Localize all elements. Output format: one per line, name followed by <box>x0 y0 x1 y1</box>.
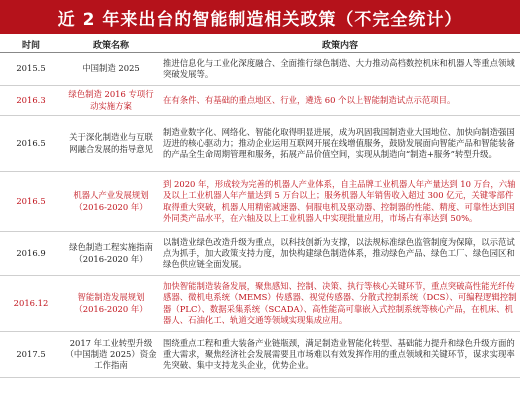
policy-table <box>0 36 520 378</box>
header-content: 政策内容 <box>160 36 520 53</box>
row-policy-name: 2017 年工业转型升级（中国制造 2025）资金工作指南 <box>62 332 160 378</box>
row-date: 2016.9 <box>0 232 62 276</box>
row-policy-name: 绿色制造 2016 专项行动实施方案 <box>62 86 160 116</box>
row-date: 2016.5 <box>0 116 62 172</box>
table-row <box>0 332 520 378</box>
header-name: 政策名称 <box>62 36 160 53</box>
row-policy-content: 围绕重点工程和重大装备产业链瓶颈，满足制造业智能化转型、基础能力提升和绿色升级方面的重大需求，聚焦经济社会发展需要且市场难以有效发挥作用的重点领域和关键环节，谋求实现率先突破、集中支持龙头企业，优势企业。 <box>160 332 520 378</box>
table-row <box>0 276 520 332</box>
table-header-row <box>0 36 520 53</box>
row-date: 2017.5 <box>0 332 62 378</box>
row-policy-name: 绿色制造工程实施指南（2016-2020 年） <box>62 232 160 276</box>
row-policy-content: 制造业数字化、网络化、智能化取得明显进展，成为巩固我国制造业大国地位、加快向制造强国迈进的核心驱动力；推动企业运用互联网开展在线增值服务，鼓励发展面向智能产品和智能装备的产品全生命周期管理和服务，拓展产品价值空间，实现从制造向“制造+服务”转型升级。 <box>160 116 520 172</box>
table-row <box>0 172 520 232</box>
row-date: 2015.5 <box>0 53 62 86</box>
row-date: 2016.12 <box>0 276 62 332</box>
row-policy-name: 机器人产业发展规划（2016-2020 年） <box>62 172 160 232</box>
row-policy-content: 在有条件、有基础的重点地区、行业，遴选 60 个以上智能制造试点示范项目。 <box>160 86 520 116</box>
row-policy-name: 关于深化制造业与互联网融合发展的指导意见 <box>62 116 160 172</box>
table-row <box>0 116 520 172</box>
row-policy-content: 加快智能制造装备发展，聚焦感知、控制、决策、执行等核心关键环节，重点突破高性能光纤传感器、微机电系统（MEMS）传感器、视觉传感器、分散式控制系统（DCS）、可编程逻辑控制器（PLC）、数据采集系统（SCADA）、高性能高可靠嵌入式控制系统等核心产品，在机床、机器人、石油化工、轨道交通等领域实现集成应用。 <box>160 276 520 332</box>
table-row <box>0 232 520 276</box>
row-policy-content: 推进信息化与工业化深度融合、全面推行绿色制造、大力推动高档数控机床和机器人等重点领域突破发展等。 <box>160 53 520 86</box>
row-date: 2016.3 <box>0 86 62 116</box>
table-row <box>0 86 520 116</box>
page-title: 近 2 年来出台的智能制造相关政策（不完全统计） <box>0 0 520 34</box>
row-policy-content: 到 2020 年，形成较为完善的机器人产业体系，自主品牌工业机器人年产量达到 10 万台，六轴及以上工业机器人年产量达到 5 万台以上；服务机器人年销售收入超过 300 亿元，关键零部件取得重大突破，机器人用精密减速器、伺服电机及驱动器、控制器的性能、精度、可靠性达到国外同类产品水平，在六轴及以上工业机器人中实现批量应用，市场占有率达到 50%。 <box>160 172 520 232</box>
row-policy-content: 以制造业绿色改造升级为重点，以科技创新为支撑，以法规标准绿色监管制度为保障，以示范试点为抓手，加大政策支持力度，加快构建绿色制造体系，推动绿色产品、绿色工厂、绿色园区和绿色供应链全面发展。 <box>160 232 520 276</box>
row-policy-name: 智能制造发展规划（2016-2020 年） <box>62 276 160 332</box>
header-date: 时间 <box>0 36 62 53</box>
table-row <box>0 53 520 86</box>
row-date: 2016.5 <box>0 172 62 232</box>
row-policy-name: 中国制造 2025 <box>62 53 160 86</box>
